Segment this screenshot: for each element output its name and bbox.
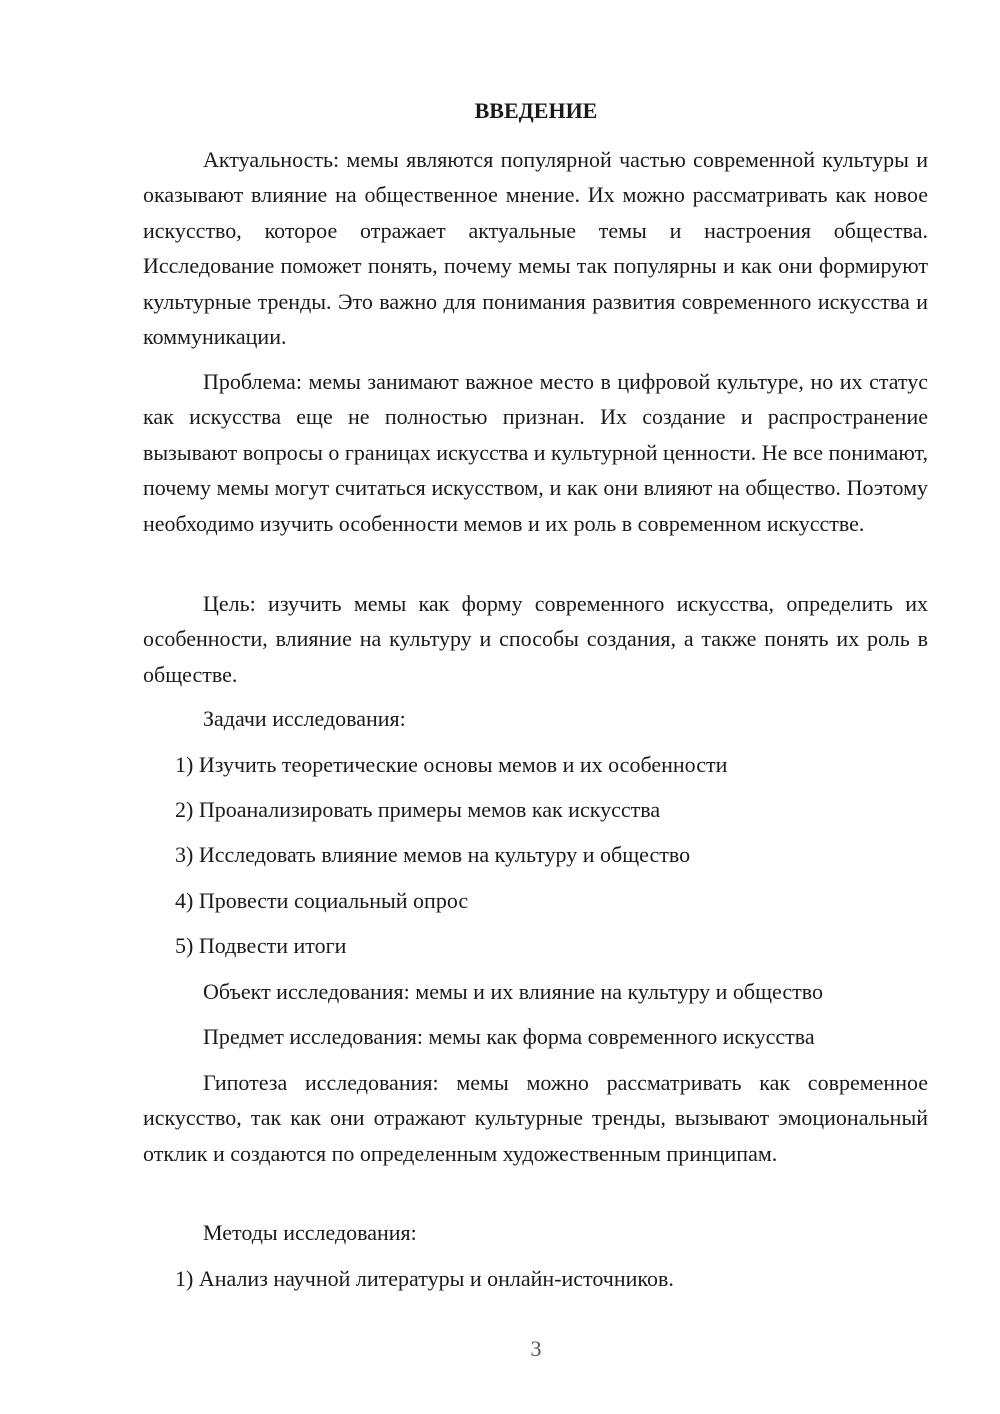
- goal-paragraph: Цель: изучить мемы как форму современного искусства, определить их особенности, влияние на культуру и способы создания, а также понять их роль в обществе.: [143, 591, 928, 687]
- problem-paragraph: Проблема: мемы занимают важное место в цифровой культуре, но их статус как искусства еще не полностью признан. Их создание и распространение вызывают вопросы о границах искусства и культурной ценности. Не все понимают, почему мемы могут считаться искусством, и как они влияют на общество. Поэтому необходимо изучить особенности мемов и их роль в современном искусстве.: [143, 369, 928, 536]
- list-item: 5) Подвести итоги: [175, 933, 347, 958]
- goal-section: [143, 586, 928, 692]
- problem-section: [143, 364, 928, 541]
- list-item: 1) Изучить теоретические основы мемов и их особенности: [175, 752, 728, 777]
- methods-heading: Методы исследования:: [203, 1220, 417, 1245]
- hypothesis-paragraph: Гипотеза исследования: мемы можно рассматривать как современное искусство, так как они отражают культурные тренды, вызывают эмоциональный отклик и создаются по определенным художественным принципам.: [143, 1070, 928, 1166]
- research-subject: Предмет исследования: мемы как форма современного искусства: [203, 1024, 815, 1049]
- tasks-heading: Задачи исследования:: [203, 706, 406, 731]
- relevance-section: [143, 142, 928, 354]
- list-item: 3) Исследовать влияние мемов на культуру и общество: [175, 842, 691, 867]
- list-item: 2) Проанализировать примеры мемов как искусства: [175, 797, 661, 822]
- page-number: 3: [530, 1336, 542, 1361]
- list-item: 4) Провести социальный опрос: [175, 888, 469, 913]
- relevance-paragraph: Актуальность: мемы являются популярной частью современной культуры и оказывают влияние на общественное мнение. Их можно рассматривать как новое искусство, которое отражает актуальные темы и настроения общества. Исследование поможет понять, почему мемы так популярны и как они формируют культурные тренды. Это важно для понимания развития современного искусства и коммуникации.: [143, 147, 928, 350]
- hypothesis-section: [143, 1065, 928, 1171]
- list-item: 1) Анализ научной литературы и онлайн-источников.: [175, 1266, 674, 1291]
- research-object: Объект исследования: мемы и их влияние на культуру и общество: [203, 979, 823, 1004]
- page-title: ВВЕДЕНИЕ: [474, 98, 598, 123]
